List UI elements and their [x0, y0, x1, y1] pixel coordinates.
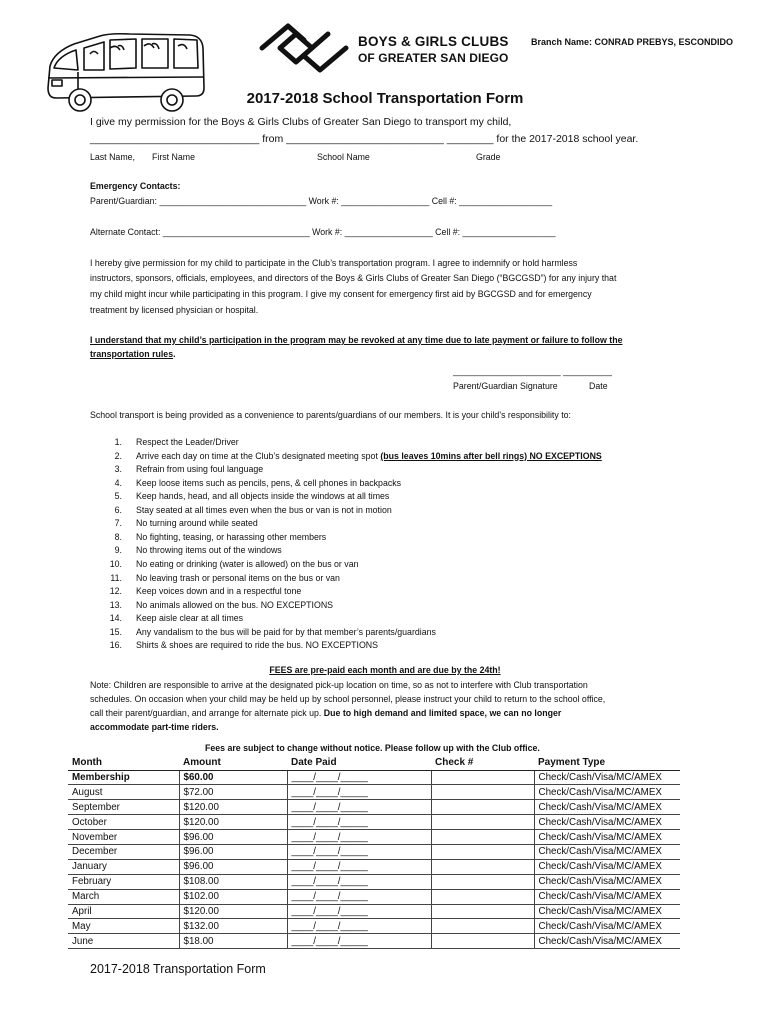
amount-cell: $60.00: [179, 770, 287, 785]
check-number-field[interactable]: [431, 830, 534, 845]
date-paid-field[interactable]: ____/____/_____: [287, 904, 431, 919]
date-paid-field[interactable]: ____/____/_____: [287, 800, 431, 815]
liability-line: I hereby give permission for my child to participate in the Club’s transportation program. I agree to indemnify or hold harmless: [90, 258, 578, 268]
payment-type-cell[interactable]: Check/Cash/Visa/MC/AMEX: [534, 874, 680, 889]
check-number-field[interactable]: [431, 874, 534, 889]
table-row: [68, 800, 680, 815]
check-number-field[interactable]: [431, 770, 534, 785]
label-first-name: First Name: [152, 152, 196, 162]
revoke-period: .: [173, 349, 176, 359]
rule-number: 9.: [114, 545, 122, 556]
month-cell: February: [68, 874, 179, 889]
amount-cell: $120.00: [179, 815, 287, 830]
month-cell: May: [68, 919, 179, 934]
rule-text: Shirts & shoes are required to ride the bus. NO EXCEPTIONS: [136, 640, 379, 651]
payment-type-cell[interactable]: Check/Cash/Visa/MC/AMEX: [534, 830, 680, 845]
check-number-field[interactable]: [431, 904, 534, 919]
rule-text: No eating or drinking (water is allowed) on the bus or van: [136, 558, 359, 569]
rule-emphasis: (bus leaves 10mins after bell rings) NO EXCEPTIONS: [380, 450, 602, 461]
amount-cell: $18.00: [179, 934, 287, 949]
rule-number: 10.: [109, 558, 122, 569]
fees-heading: FEES are pre-paid each month and are due by the 24th!: [269, 665, 501, 675]
rule-text: Keep aisle clear at all times: [136, 613, 244, 624]
check-number-field[interactable]: [431, 889, 534, 904]
rule-text: Any vandalism to the bus will be paid for by that member’s parents/guardians: [136, 626, 436, 637]
label-grade: Grade: [476, 152, 501, 162]
amount-cell: $120.00: [179, 904, 287, 919]
check-number-field[interactable]: [431, 815, 534, 830]
check-number-field[interactable]: [431, 785, 534, 800]
branch-name: Branch Name: CONRAD PREBYS, ESCONDIDO: [531, 37, 734, 47]
emergency-heading: Emergency Contacts:: [90, 181, 181, 191]
rule-text: Keep voices down and in a respectful tone: [136, 586, 302, 597]
payment-type-cell[interactable]: Check/Cash/Visa/MC/AMEX: [534, 800, 680, 815]
col-payment-type: Payment Type: [534, 755, 680, 770]
rule-item: [136, 573, 340, 583]
rule-item: [136, 586, 301, 596]
rule-text: Arrive each day on time at the Club’s designated meeting spot: [136, 450, 381, 461]
liability-line: my child might incur while participating in this program. I give my consent for emergency first aid by BGCGSD and for emergency: [90, 289, 592, 299]
payment-type-cell[interactable]: Check/Cash/Visa/MC/AMEX: [534, 770, 680, 785]
rule-item: [136, 613, 243, 623]
logo-title: BOYS & GIRLS CLUBS: [358, 34, 509, 49]
amount-cell: $120.00: [179, 800, 287, 815]
date-paid-field[interactable]: ____/____/_____: [287, 934, 431, 949]
table-row: [68, 889, 680, 904]
payment-type-cell[interactable]: Check/Cash/Visa/MC/AMEX: [534, 904, 680, 919]
date-paid-field[interactable]: ____/____/_____: [287, 770, 431, 785]
table-row: [68, 874, 680, 889]
date-paid-field[interactable]: ____/____/_____: [287, 815, 431, 830]
table-row: [68, 934, 680, 949]
check-number-field[interactable]: [431, 859, 534, 874]
table-caption: Fees are subject to change without notice. Please follow up with the Club office.: [205, 743, 540, 753]
rule-item: [136, 505, 392, 515]
rule-item: [136, 545, 282, 555]
payment-type-cell[interactable]: Check/Cash/Visa/MC/AMEX: [534, 919, 680, 934]
payment-type-cell[interactable]: Check/Cash/Visa/MC/AMEX: [534, 859, 680, 874]
rule-number: 2.: [114, 450, 122, 461]
payment-type-cell[interactable]: Check/Cash/Visa/MC/AMEX: [534, 785, 680, 800]
month-cell: January: [68, 859, 179, 874]
amount-cell: $108.00: [179, 874, 287, 889]
col-month: Month: [68, 755, 179, 770]
month-cell: November: [68, 830, 179, 845]
note-line: Note: Children are responsible to arrive at the designated pick-up location on time, so as not to interfere with Club transportation: [90, 680, 588, 690]
check-number-field[interactable]: [431, 844, 534, 859]
rule-number: 13.: [109, 599, 122, 610]
table-row: [68, 844, 680, 859]
rule-text: Respect the Leader/Driver: [136, 437, 239, 447]
rule-item: [136, 464, 263, 474]
col-amount: Amount: [179, 755, 287, 770]
payment-type-cell[interactable]: Check/Cash/Visa/MC/AMEX: [534, 889, 680, 904]
table-row: [68, 904, 680, 919]
rule-text: Refrain from using foul language: [136, 464, 264, 475]
footer-title: 2017-2018 Transportation Form: [90, 962, 266, 976]
check-number-field[interactable]: [431, 919, 534, 934]
amount-cell: $96.00: [179, 859, 287, 874]
rule-item: [136, 640, 378, 650]
amount-cell: $96.00: [179, 844, 287, 859]
date-paid-field[interactable]: ____/____/_____: [287, 919, 431, 934]
page-title: 2017-2018 School Transportation Form: [246, 90, 524, 107]
month-cell: June: [68, 934, 179, 949]
revoke-notice-2: [90, 349, 176, 359]
revoke-notice: I understand that my child’s participation in the program may be revoked at any time due to late payment or failure to follow the: [90, 335, 623, 345]
signature-field[interactable]: ______________________ __________: [453, 366, 613, 376]
date-paid-field[interactable]: ____/____/_____: [287, 889, 431, 904]
rule-text: Stay seated at all times even when the bus or van is not in motion: [136, 504, 392, 515]
rule-item: [136, 491, 389, 501]
table-row: [68, 785, 680, 800]
rule-number: 4.: [114, 477, 122, 488]
month-cell: October: [68, 815, 179, 830]
amount-cell: $102.00: [179, 889, 287, 904]
rule-number: 5.: [114, 491, 122, 502]
date-paid-field[interactable]: ____/____/_____: [287, 844, 431, 859]
rule-number: 6.: [114, 504, 122, 515]
date-paid-field[interactable]: ____/____/_____: [287, 830, 431, 845]
rule-number: 16.: [109, 640, 122, 651]
month-cell: September: [68, 800, 179, 815]
table-row: [68, 859, 680, 874]
club-logo-icon: [258, 22, 350, 74]
month-cell: Membership: [68, 770, 179, 785]
parent-guardian-field[interactable]: Parent/Guardian: ______________________________ Work #: __________________ Cell #: ___________________: [90, 196, 553, 206]
liability-line: instructors, sponsors, officials, employees, and directors of the Boys & Girls Clubs of Greater San Diego (“BGCGSD”) for any injury that: [90, 273, 617, 283]
permission-line-2[interactable]: _____________________________ from ___________________________ ________ for the 2017-2018 school year.: [90, 133, 639, 145]
check-number-field[interactable]: [431, 800, 534, 815]
logo-subtitle: OF GREATER SAN DIEGO: [358, 51, 509, 65]
check-number-field[interactable]: [431, 934, 534, 949]
responsibility-intro: School transport is being provided as a convenience to parents/guardians of our members. It is your child’s responsibility to:: [90, 410, 571, 420]
date-label: Date: [589, 381, 608, 391]
rule-number: 11.: [110, 572, 122, 583]
month-cell: April: [68, 904, 179, 919]
date-paid-field[interactable]: ____/____/_____: [287, 785, 431, 800]
revoke-notice-text: transportation rules: [90, 349, 174, 359]
rule-item: [136, 627, 436, 637]
label-last-name: Last Name,: [90, 152, 135, 162]
col-check: Check #: [431, 755, 534, 770]
rule-item: [136, 600, 333, 610]
table-row: [68, 830, 680, 845]
fees-table: [68, 755, 680, 949]
note-line-3: call their parent/guardian, and arrange for alternate pick up.: [90, 708, 324, 718]
payment-type-cell[interactable]: Check/Cash/Visa/MC/AMEX: [534, 815, 680, 830]
rule-text: No throwing items out of the windows: [136, 545, 282, 556]
rule-text: Keep hands, head, and all objects inside the windows at all times: [136, 491, 390, 502]
month-cell: August: [68, 785, 179, 800]
liability-line: treatment by licensed physician or hospital.: [90, 305, 259, 315]
date-paid-field[interactable]: ____/____/_____: [287, 874, 431, 889]
month-cell: March: [68, 889, 179, 904]
label-school-name: School Name: [317, 152, 370, 162]
rule-text: Keep loose items such as pencils, pens, & cell phones in backpacks: [136, 477, 402, 488]
rule-number: 12.: [109, 586, 122, 597]
signature-label: Parent/Guardian Signature: [453, 381, 558, 391]
rule-item: [136, 451, 602, 461]
amount-cell: $96.00: [179, 830, 287, 845]
permission-line-1: I give my permission for the Boys & Girls Clubs of Greater San Diego to transport my child,: [90, 116, 512, 128]
table-row: [68, 770, 680, 785]
col-date-paid: Date Paid: [287, 755, 431, 770]
rule-number: 3.: [114, 464, 122, 475]
rule-number: 7.: [114, 518, 122, 529]
rule-item: [136, 559, 358, 569]
date-paid-field[interactable]: ____/____/_____: [287, 859, 431, 874]
table-row: [68, 919, 680, 934]
note-line-3-bold: Due to high demand and limited space, we can no longer: [323, 708, 562, 718]
rule-item: [136, 518, 258, 528]
rule-item: [136, 532, 326, 542]
table-header-row: [68, 755, 680, 770]
alternate-contact-field[interactable]: Alternate Contact: ______________________________ Work #: __________________ Cell #: ___________________: [90, 227, 556, 237]
rule-text: No animals allowed on the bus. NO EXCEPTIONS: [136, 599, 334, 610]
note-line-4: accommodate part-time riders.: [90, 722, 219, 732]
amount-cell: $72.00: [179, 785, 287, 800]
rule-number: 1.: [114, 437, 122, 447]
rule-text: No leaving trash or personal items on the bus or van: [136, 572, 340, 583]
rule-item: [136, 478, 401, 488]
table-row: [68, 815, 680, 830]
payment-type-cell[interactable]: Check/Cash/Visa/MC/AMEX: [534, 934, 680, 949]
rule-number: 8.: [114, 531, 122, 542]
rule-text: No turning around while seated: [136, 518, 258, 529]
rule-item: [136, 437, 239, 447]
amount-cell: $132.00: [179, 919, 287, 934]
rule-number: 14.: [109, 613, 122, 624]
rule-text: No fighting, teasing, or harassing other members: [136, 531, 327, 542]
month-cell: December: [68, 844, 179, 859]
note-line: [90, 708, 561, 718]
note-line: schedules. On occasion when your child may be held up by school personnel, please instruct your child to return to the school office,: [90, 694, 606, 704]
rule-number: 15.: [109, 626, 122, 637]
payment-type-cell[interactable]: Check/Cash/Visa/MC/AMEX: [534, 844, 680, 859]
